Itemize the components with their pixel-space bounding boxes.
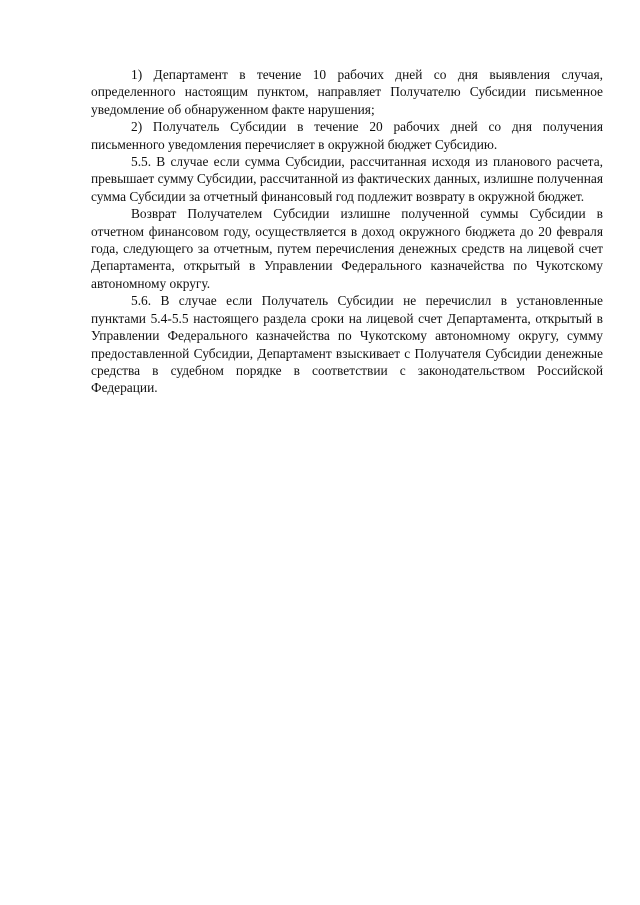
paragraph-refund-procedure: Возврат Получателем Субсидии излишне полученной суммы Субсидии в отчетном финансовом году, осуществляется в доход окружного бюджета до 20 февраля года, следующего за отчетным, путем перечисления денежных средств на лицевой счет Департамента, открытый в Управлении Федерального казначейства по Чукотскому автономному округу. [91, 206, 603, 291]
document-body [91, 66, 603, 397]
paragraph-5-5: 5.5. В случае если сумма Субсидии, рассчитанная исходя из планового расчета, превышает сумму Субсидии, рассчитанной из фактических данных, излишне полученная сумма Субсидии за отчетный финансовый год подлежит возврату в окружной бюджет. [91, 154, 603, 204]
paragraph-5-6: 5.6. В случае если Получатель Субсидии не перечислил в установленные пунктами 5.4-5.5 настоящего раздела сроки на лицевой счет Департамента, открытый в Управлении Федерального казначейства по Чукотскому автономному округу, сумму предоставленной Субсидии, Департамент взыскивает с Получателя Субсидии денежные средства в судебном порядке в соответствии с законодательством Российской Федерации. [91, 293, 603, 396]
paragraph-department-notice: 1) Департамент в течение 10 рабочих дней со дня выявления случая, определенного настоящим пунктом, направляет Получателю Субсидии письменное уведомление об обнаруженном факте нарушения; [91, 67, 603, 117]
paragraph-recipient-refund: 2) Получатель Субсидии в течение 20 рабочих дней со дня получения письменного уведомления перечисляет в окружной бюджет Субсидию. [91, 119, 603, 152]
